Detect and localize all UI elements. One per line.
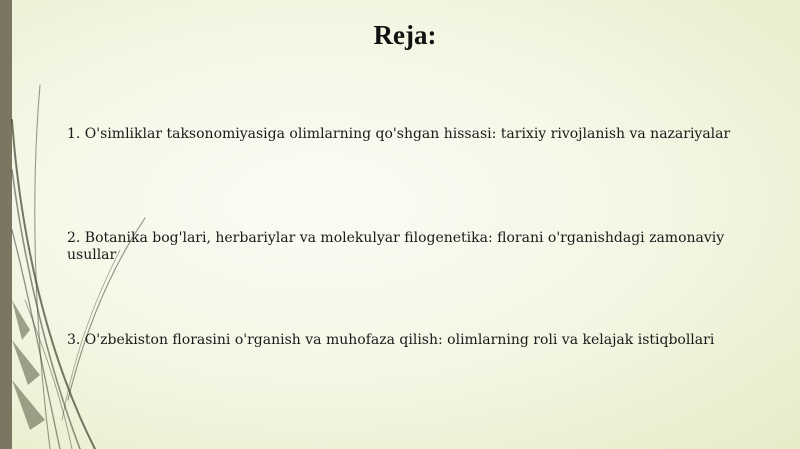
plan-item-2: 2. Botanika bog'lari, herbariylar va molekulyar filogenetika: florani o'rganishdagi zamonaviy usullar bbox=[67, 230, 725, 263]
plan-item-3: 3. O'zbekiston florasini o'rganish va muhofaza qilish: olimlarning roli va kelajak istiqbollari bbox=[67, 332, 715, 348]
slide-title: Reja: bbox=[373, 20, 437, 50]
plan-item-1: 1. O'simliklar taksonomiyasiga olimlarning qo'shgan hissasi: tarixiy rivojlanish va nazariyalar bbox=[67, 126, 731, 142]
